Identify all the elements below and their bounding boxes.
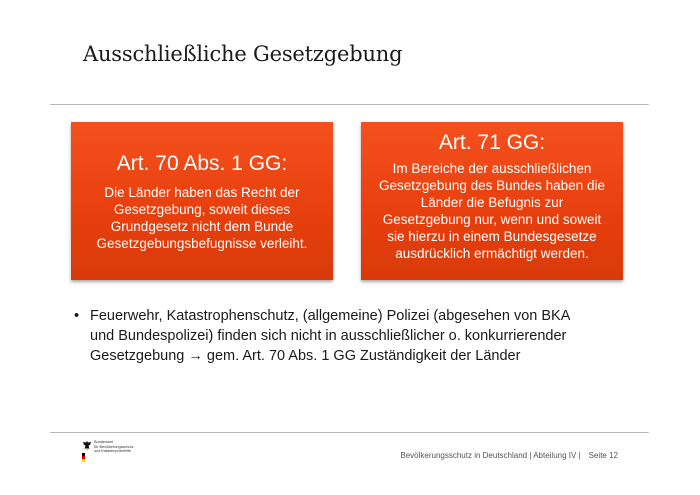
footer: [400, 451, 618, 460]
article-70-box: [71, 122, 333, 280]
article-71-text-line: Im Bereiche der ausschließlichen: [392, 161, 592, 176]
article-71-text-line: Gesetzgebung des Bundes haben die: [379, 178, 605, 193]
article-71-text: [379, 160, 605, 262]
bullet-dot: •: [74, 308, 80, 324]
article-71-text-line: sie hierzu in einem Bundesgesetze: [387, 229, 597, 244]
article-70-text-line: Die Länder haben das Recht der: [104, 184, 300, 200]
bullet-text-line: und Bundespolizei) finden sich nicht in ausschließlicher o. konkurrierender: [90, 328, 567, 344]
article-70-text-line: Grundgesetz nicht dem Bunde: [110, 218, 294, 234]
agency-name-line: Bundesamt: [94, 440, 114, 444]
agency-name: [94, 440, 174, 454]
article-71-text-line: Länder die Befugnis zur: [420, 195, 564, 210]
page-number: Seite 12: [588, 451, 618, 460]
bullet-text: [90, 306, 634, 366]
federal-eagle-icon: [82, 440, 92, 452]
article-70-text: [97, 184, 308, 252]
article-71-text-line: Gesetzgebung nur, wenn und soweit: [382, 212, 602, 227]
bullet-list: [74, 306, 634, 366]
bottom-divider: [50, 432, 649, 433]
bullet-text-line: Gesetzgebung → gem. Art. 70 Abs. 1 GG Zuständigkeit der Länder: [90, 348, 521, 364]
article-71-box: [361, 122, 623, 280]
article-70-text-line: Gesetzgebungsbefugnisse verleiht.: [96, 235, 308, 251]
flag-stripe-gold: [82, 459, 85, 462]
german-flag-icon: [82, 453, 85, 462]
article-71-text-line: ausdrücklich ermächtigt werden.: [395, 246, 589, 261]
article-70-text-line: Gesetzgebung, soweit dieses: [113, 201, 291, 217]
article-70-heading: Art. 70 Abs. 1 GG:: [116, 151, 288, 175]
bbk-logo: [82, 440, 172, 462]
article-71-heading: Art. 71 GG:: [438, 131, 546, 154]
bullet-item: [74, 306, 634, 366]
top-divider: [50, 104, 649, 105]
slide-title: Ausschließliche Gesetzgebung: [83, 42, 403, 66]
bullet-text-line: Feuerwehr, Katastrophenschutz, (allgemeine) Polizei (abgesehen von BKA: [90, 308, 571, 324]
agency-name-line: und Katastrophenhilfe: [94, 449, 131, 454]
agency-name-line: für Bevölkerungsschutz: [94, 444, 134, 449]
footer-text: Bevölkerungsschutz in Deutschland | Abteilung IV |: [400, 451, 581, 460]
